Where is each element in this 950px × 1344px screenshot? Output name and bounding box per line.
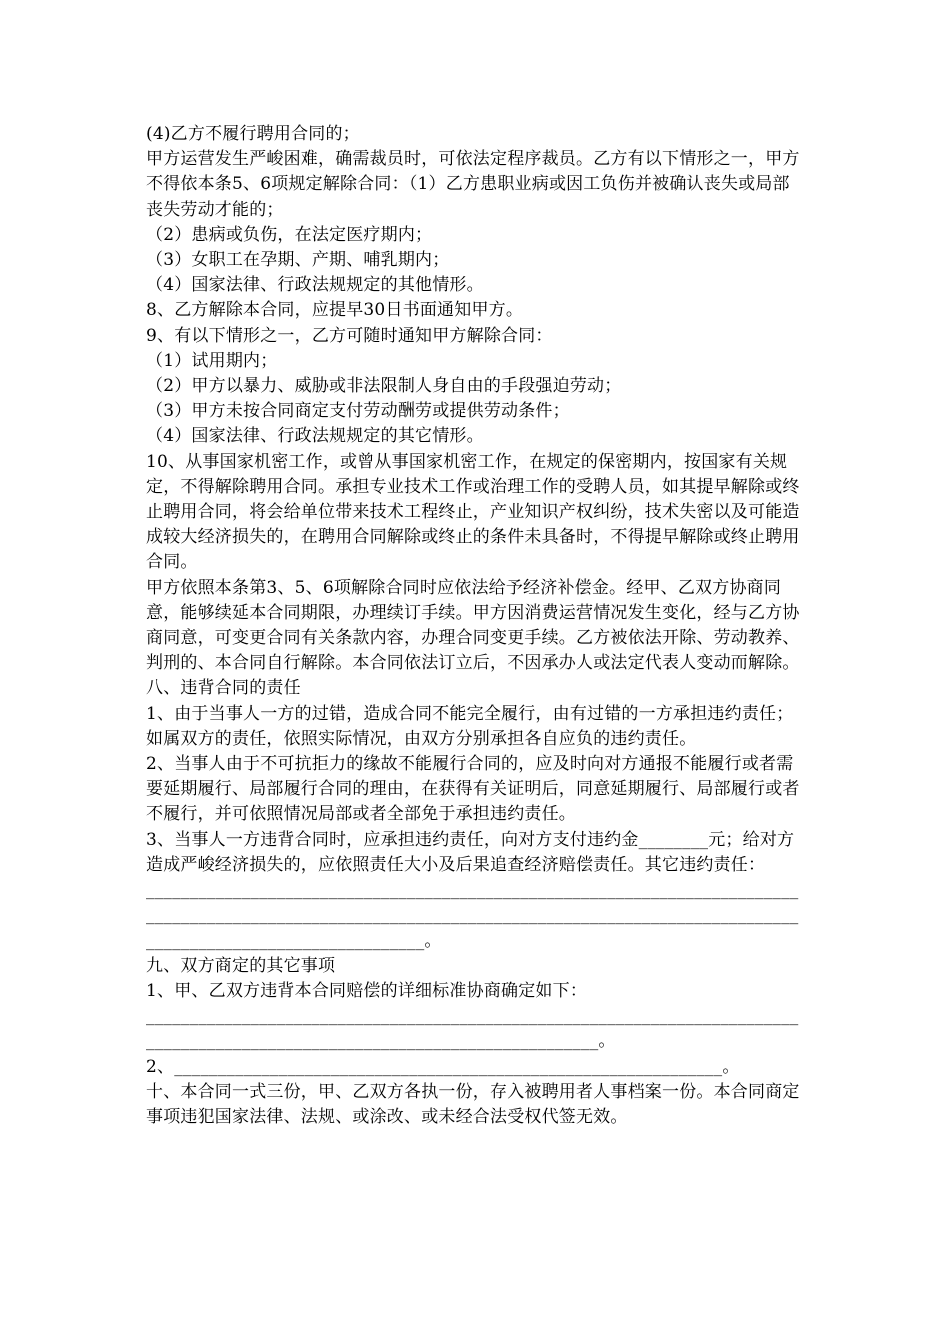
paragraph-list-item: （4）国家法律、行政法规规定的其它情形。 [146, 426, 484, 447]
paragraph-layoff-conditions: 甲方运营发生严峻困难，确需裁员时，可依法定程序裁员。乙方有以下情形之一，甲方不得依本条5、6项规定解除合同：（1）乙方患职业病或因工负伤并被确认丧失或局部丧失劳动才能的； [146, 149, 800, 220]
paragraph-liability-2: 2、当事人由于不可抗拒力的缘故不能履行合同的，应及时向对方通报不能履行或者需要延期履行、局部履行合同的理由，在获得有关证明后，同意延期履行、局部履行或者不履行，并可依照情况局部或者全部免于承担违约责任。 [146, 754, 800, 825]
paragraph-clause-9: 9、有以下情形之一，乙方可随时通知甲方解除合同： [146, 325, 553, 346]
paragraph-clause-8: 8、乙方解除本合同，应提早30日书面通知甲方。 [146, 300, 524, 321]
paragraph-clause-10: 10、从事国家机密工作，或曾从事国家机密工作，在规定的保密期内，按国家有关规定，不得解除聘用合同。承担专业技术工作或治理工作的受聘人员，如其提早解除或终止聘用合同，将会给单位带来技术工程终止，产业知识产权纠纷，技术失密以及可能造成较大经济损失的，在聘用合同解除或终止的条件未具备时，不得提早解除或终止聘用合同。 [146, 451, 800, 573]
paragraph-list-item: （3）女职工在孕期、产期、哺乳期内； [146, 250, 450, 271]
paragraph-list-item: （2）甲方以暴力、威胁或非法限制人身自由的手段强迫劳动； [146, 376, 622, 397]
paragraph-list-item: （4）国家法律、行政法规规定的其他情形。 [146, 275, 484, 296]
paragraph-list-item: （1）试用期内； [146, 350, 278, 371]
paragraph-liability-1: 1、由于当事人一方的过错，造成合同不能完全履行，由有过错的一方承担违约责任；如属双方的责任，依照实际情况，由双方分别承担各自应负的违约责任。 [146, 703, 794, 749]
paragraph-list-item: （2）患病或负伤，在法定医疗期内； [146, 224, 433, 245]
section-heading-other-matters: 九、双方商定的其它事项 [146, 955, 336, 976]
paragraph-other-1: 1、甲、乙双方违背本合同赔偿的详细标准协商确定如下： [146, 980, 588, 1001]
paragraph-other-2: 2、_______________________________________________________________。 [146, 1056, 740, 1077]
paragraph-liability-3: 3、当事人一方违背合同时，应承担违约责任，向对方支付违约金________元；给对方造成严峻经济损失的，应依照责任大小及后果追查经济赔偿责任。其它违约责任： [146, 829, 795, 875]
paragraph-clause-ten: 十、本合同一式三份，甲、乙双方各执一份，存入被聘用者人事档案一份。本合同商定事项违犯国家法律、法规、或涂改、或未经合法受权代签无效。 [146, 1081, 800, 1127]
paragraph-compensation: 甲方依照本条第3、5、6项解除合同时应依法给予经济补偿金。经甲、乙双方协商同意，能够续延本合同期限，办理续订手续。甲方因消费运营情况发生变化，经与乙方协商同意，可变更合同有关条款内容，办理合同变更手续。乙方被依法开除、劳动教养、判刑的、本合同自行解除。本合同依法订立后，不因承办人或法定代表人变动而解除。八、违背合同的责任 [146, 577, 800, 699]
paragraph-blank-lines: _______________________________________________________________________________________________________________________________。 [146, 1006, 799, 1052]
document-page [146, 122, 806, 1130]
paragraph-clause-4-item: (4)乙方不履行聘用合同的； [146, 124, 360, 144]
paragraph-blank-lines: ______________________________________________________________________________________________________________________________________________________________________________________。 [146, 880, 799, 951]
paragraph-list-item: （3）甲方未按合同商定支付劳动酬劳或提供劳动条件； [146, 401, 570, 422]
